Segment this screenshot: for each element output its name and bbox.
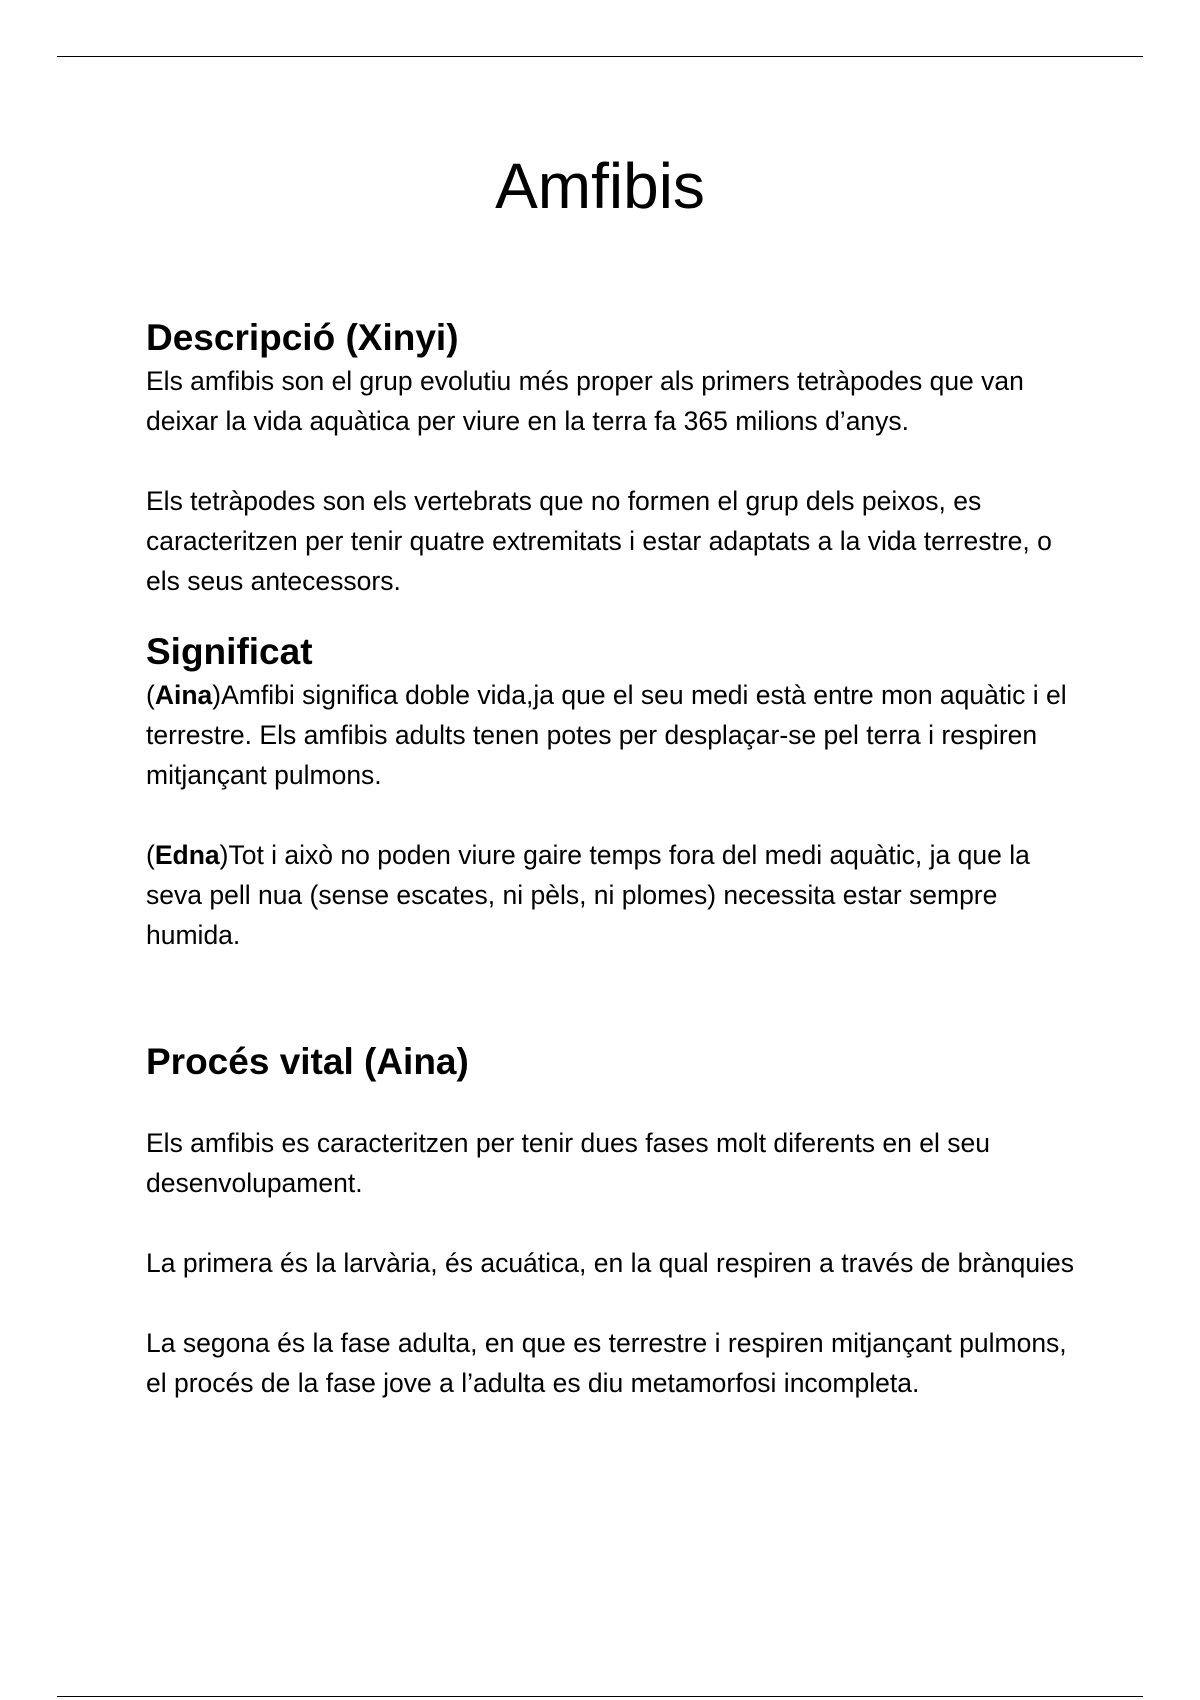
section-heading-proces-vital: Procés vital (Aina) — [146, 1041, 469, 1082]
section-heading-significat: Significat — [146, 631, 313, 672]
page-title: Amfibis — [495, 150, 705, 222]
paragraph: La primera és la larvària, és acuática, en la qual respiren a través de brànquies — [146, 1248, 1075, 1278]
author-name: Edna — [154, 840, 220, 870]
paragraph: Els amfibis son el grup evolutiu més proper als primers tetràpodes que van deixar la vida aquàtica per viure en la terra fa 365 milions d’anys. — [146, 366, 1024, 436]
paragraph: Els tetràpodes son els vertebrats que no formen el grup dels peixos, es caracteritzen per tenir quatre extremitats i estar adaptats a la vida terrestre, o els seus antecessors. — [146, 486, 1052, 596]
paragraph: Els amfibis es caracteritzen per tenir dues fases molt diferents en el seu desenvolupament. — [146, 1128, 990, 1198]
section-significat — [146, 629, 1086, 955]
open-paren: ( — [146, 680, 155, 710]
paragraph — [146, 675, 1086, 795]
paragraph-text: )Amfibi significa doble vida,ja que el seu medi està entre mon aquàtic i el terrestre. Els amfibis adults tenen potes per desplaçar-se pel terra i respiren mitjançant pulmons. — [146, 680, 1067, 790]
document-body — [146, 315, 1086, 1403]
paragraph-text: )Tot i això no poden viure gaire temps fora del medi aquàtic, ja que la seva pell nua (sense escates, ni pèls, ni plomes) necessita estar sempre humida. — [146, 840, 1030, 950]
author-name: Aina — [154, 680, 213, 710]
top-divider — [57, 56, 1143, 57]
paragraph — [146, 835, 1086, 955]
paragraph: La segona és la fase adulta, en que es terrestre i respiren mitjançant pulmons, el procés de la fase jove a l’adulta es diu metamorfosi incompleta. — [146, 1328, 1067, 1398]
section-heading-descripcio: Descripció (Xinyi) — [146, 317, 459, 358]
bottom-divider — [57, 1696, 1143, 1697]
section-descripcio — [146, 315, 1086, 601]
section-proces-vital — [146, 1039, 1086, 1403]
open-paren: ( — [146, 840, 155, 870]
